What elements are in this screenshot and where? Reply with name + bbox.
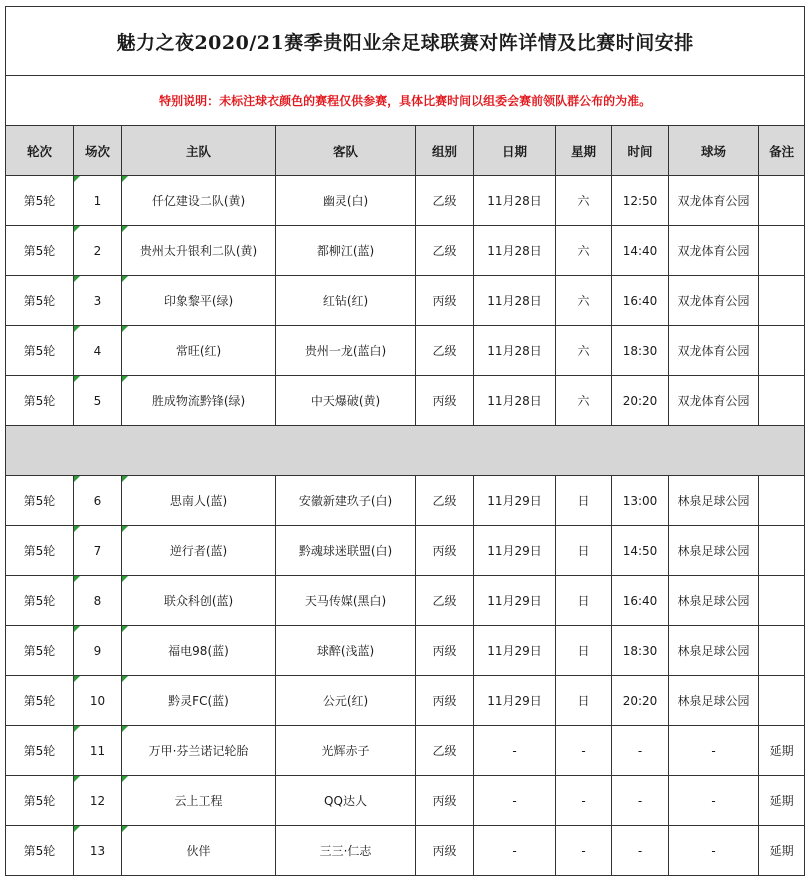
table-row <box>6 826 805 876</box>
cell-home-team: 仟亿建设二队(黄) <box>122 176 276 226</box>
cell-away-team: 黔魂球迷联盟(白) <box>276 526 416 576</box>
notice-row <box>6 76 805 126</box>
table-row <box>6 776 805 826</box>
cell-round: 第5轮 <box>6 276 74 326</box>
cell-time: 18:30 <box>612 626 669 676</box>
cell-note <box>759 376 805 426</box>
cell-round: 第5轮 <box>6 226 74 276</box>
table-row <box>6 476 805 526</box>
day-separator-row <box>6 426 805 476</box>
cell-date: 11月29日 <box>474 476 556 526</box>
cell-time: 14:50 <box>612 526 669 576</box>
cell-date: 11月29日 <box>474 626 556 676</box>
cell-match-no: 6 <box>74 476 122 526</box>
cell-time: 16:40 <box>612 276 669 326</box>
cell-date: 11月29日 <box>474 526 556 576</box>
header-time: 时间 <box>612 126 669 176</box>
cell-time: - <box>612 776 669 826</box>
cell-match-no: 13 <box>74 826 122 876</box>
cell-group: 乙级 <box>416 576 474 626</box>
schedule-table <box>5 6 805 876</box>
cell-round: 第5轮 <box>6 576 74 626</box>
cell-venue: - <box>669 826 759 876</box>
header-venue: 球场 <box>669 126 759 176</box>
cell-home-team: 联众科创(蓝) <box>122 576 276 626</box>
cell-group: 乙级 <box>416 326 474 376</box>
cell-weekday: - <box>556 726 612 776</box>
cell-away-team: 幽灵(白) <box>276 176 416 226</box>
cell-match-no: 12 <box>74 776 122 826</box>
cell-group: 丙级 <box>416 776 474 826</box>
cell-venue: 双龙体育公园 <box>669 276 759 326</box>
cell-home-team: 伙伴 <box>122 826 276 876</box>
cell-weekday: 六 <box>556 376 612 426</box>
cell-venue: 林泉足球公园 <box>669 526 759 576</box>
cell-round: 第5轮 <box>6 676 74 726</box>
cell-group: 丙级 <box>416 626 474 676</box>
day-separator <box>6 426 805 476</box>
cell-away-team: 贵州一龙(蓝白) <box>276 326 416 376</box>
cell-venue: 林泉足球公园 <box>669 576 759 626</box>
cell-time: - <box>612 826 669 876</box>
page-title: 魅力之夜2020/21赛季贵阳业余足球联赛对阵详情及比赛时间安排 <box>6 7 805 76</box>
header-weekday: 星期 <box>556 126 612 176</box>
cell-venue: 双龙体育公园 <box>669 226 759 276</box>
cell-date: 11月28日 <box>474 376 556 426</box>
table-row <box>6 576 805 626</box>
cell-date: 11月28日 <box>474 326 556 376</box>
cell-note <box>759 276 805 326</box>
cell-note: 延期 <box>759 776 805 826</box>
table-row <box>6 226 805 276</box>
cell-weekday: 六 <box>556 326 612 376</box>
cell-match-no: 7 <box>74 526 122 576</box>
cell-venue: 双龙体育公园 <box>669 176 759 226</box>
cell-home-team: 万甲·芬兰诺记轮胎 <box>122 726 276 776</box>
table-row <box>6 326 805 376</box>
cell-match-no: 11 <box>74 726 122 776</box>
cell-group: 乙级 <box>416 476 474 526</box>
cell-round: 第5轮 <box>6 326 74 376</box>
cell-note: 延期 <box>759 826 805 876</box>
table-row <box>6 176 805 226</box>
cell-match-no: 4 <box>74 326 122 376</box>
cell-date: 11月28日 <box>474 226 556 276</box>
cell-away-team: QQ达人 <box>276 776 416 826</box>
cell-group: 丙级 <box>416 376 474 426</box>
cell-round: 第5轮 <box>6 526 74 576</box>
cell-date: 11月28日 <box>474 276 556 326</box>
cell-note <box>759 476 805 526</box>
cell-home-team: 逆行者(蓝) <box>122 526 276 576</box>
cell-round: 第5轮 <box>6 476 74 526</box>
cell-weekday: 六 <box>556 226 612 276</box>
cell-match-no: 9 <box>74 626 122 676</box>
cell-match-no: 2 <box>74 226 122 276</box>
table-row <box>6 376 805 426</box>
table-row <box>6 526 805 576</box>
table-row <box>6 676 805 726</box>
cell-away-team: 三三·仁志 <box>276 826 416 876</box>
header-row <box>6 126 805 176</box>
cell-group: 丙级 <box>416 276 474 326</box>
cell-group: 乙级 <box>416 726 474 776</box>
cell-venue: - <box>669 726 759 776</box>
cell-weekday: 日 <box>556 626 612 676</box>
table-row <box>6 726 805 776</box>
cell-round: 第5轮 <box>6 726 74 776</box>
cell-date: - <box>474 726 556 776</box>
cell-weekday: 六 <box>556 276 612 326</box>
header-match-no: 场次 <box>74 126 122 176</box>
cell-date: - <box>474 826 556 876</box>
header-group: 组别 <box>416 126 474 176</box>
cell-date: - <box>474 776 556 826</box>
cell-home-team: 思南人(蓝) <box>122 476 276 526</box>
cell-round: 第5轮 <box>6 826 74 876</box>
cell-note <box>759 676 805 726</box>
cell-weekday: 六 <box>556 176 612 226</box>
cell-weekday: 日 <box>556 476 612 526</box>
cell-away-team: 安徽新建玖子(白) <box>276 476 416 526</box>
cell-home-team: 云上工程 <box>122 776 276 826</box>
header-round: 轮次 <box>6 126 74 176</box>
cell-home-team: 福电98(蓝) <box>122 626 276 676</box>
cell-note <box>759 326 805 376</box>
cell-round: 第5轮 <box>6 776 74 826</box>
cell-home-team: 胜成物流黔锋(绿) <box>122 376 276 426</box>
header-home-team: 主队 <box>122 126 276 176</box>
cell-round: 第5轮 <box>6 376 74 426</box>
cell-time: 20:20 <box>612 376 669 426</box>
cell-weekday: 日 <box>556 526 612 576</box>
cell-home-team: 贵州太升银利二队(黄) <box>122 226 276 276</box>
cell-group: 丙级 <box>416 526 474 576</box>
cell-time: - <box>612 726 669 776</box>
header-date: 日期 <box>474 126 556 176</box>
cell-venue: 林泉足球公园 <box>669 676 759 726</box>
cell-away-team: 球醉(浅蓝) <box>276 626 416 676</box>
special-notice: 特别说明：未标注球衣颜色的赛程仅供参赛，具体比赛时间以组委会赛前领队群公布的为准。 <box>6 76 805 126</box>
cell-away-team: 都柳江(蓝) <box>276 226 416 276</box>
cell-away-team: 公元(红) <box>276 676 416 726</box>
cell-note <box>759 576 805 626</box>
header-away-team: 客队 <box>276 126 416 176</box>
cell-round: 第5轮 <box>6 176 74 226</box>
cell-match-no: 8 <box>74 576 122 626</box>
cell-match-no: 5 <box>74 376 122 426</box>
cell-group: 乙级 <box>416 226 474 276</box>
cell-time: 13:00 <box>612 476 669 526</box>
cell-group: 丙级 <box>416 676 474 726</box>
cell-time: 20:20 <box>612 676 669 726</box>
cell-time: 16:40 <box>612 576 669 626</box>
cell-date: 11月29日 <box>474 576 556 626</box>
cell-home-team: 常旺(红) <box>122 326 276 376</box>
cell-venue: 林泉足球公园 <box>669 476 759 526</box>
cell-away-team: 红钻(红) <box>276 276 416 326</box>
table-row <box>6 626 805 676</box>
cell-note <box>759 526 805 576</box>
cell-weekday: - <box>556 826 612 876</box>
cell-venue: 林泉足球公园 <box>669 626 759 676</box>
cell-group: 乙级 <box>416 176 474 226</box>
cell-date: 11月29日 <box>474 676 556 726</box>
cell-home-team: 黔灵FC(蓝) <box>122 676 276 726</box>
cell-weekday: 日 <box>556 576 612 626</box>
cell-away-team: 光辉赤子 <box>276 726 416 776</box>
cell-away-team: 中天爆破(黄) <box>276 376 416 426</box>
cell-note <box>759 626 805 676</box>
cell-match-no: 10 <box>74 676 122 726</box>
cell-venue: - <box>669 776 759 826</box>
cell-venue: 双龙体育公园 <box>669 376 759 426</box>
cell-group: 丙级 <box>416 826 474 876</box>
cell-match-no: 1 <box>74 176 122 226</box>
cell-away-team: 天马传媒(黑白) <box>276 576 416 626</box>
cell-date: 11月28日 <box>474 176 556 226</box>
cell-time: 18:30 <box>612 326 669 376</box>
title-row <box>6 7 805 76</box>
cell-note <box>759 226 805 276</box>
cell-round: 第5轮 <box>6 626 74 676</box>
table-row <box>6 276 805 326</box>
cell-weekday: - <box>556 776 612 826</box>
cell-venue: 双龙体育公园 <box>669 326 759 376</box>
cell-time: 12:50 <box>612 176 669 226</box>
cell-note <box>759 176 805 226</box>
cell-home-team: 印象黎平(绿) <box>122 276 276 326</box>
cell-weekday: 日 <box>556 676 612 726</box>
cell-match-no: 3 <box>74 276 122 326</box>
cell-note: 延期 <box>759 726 805 776</box>
header-note: 备注 <box>759 126 805 176</box>
cell-time: 14:40 <box>612 226 669 276</box>
